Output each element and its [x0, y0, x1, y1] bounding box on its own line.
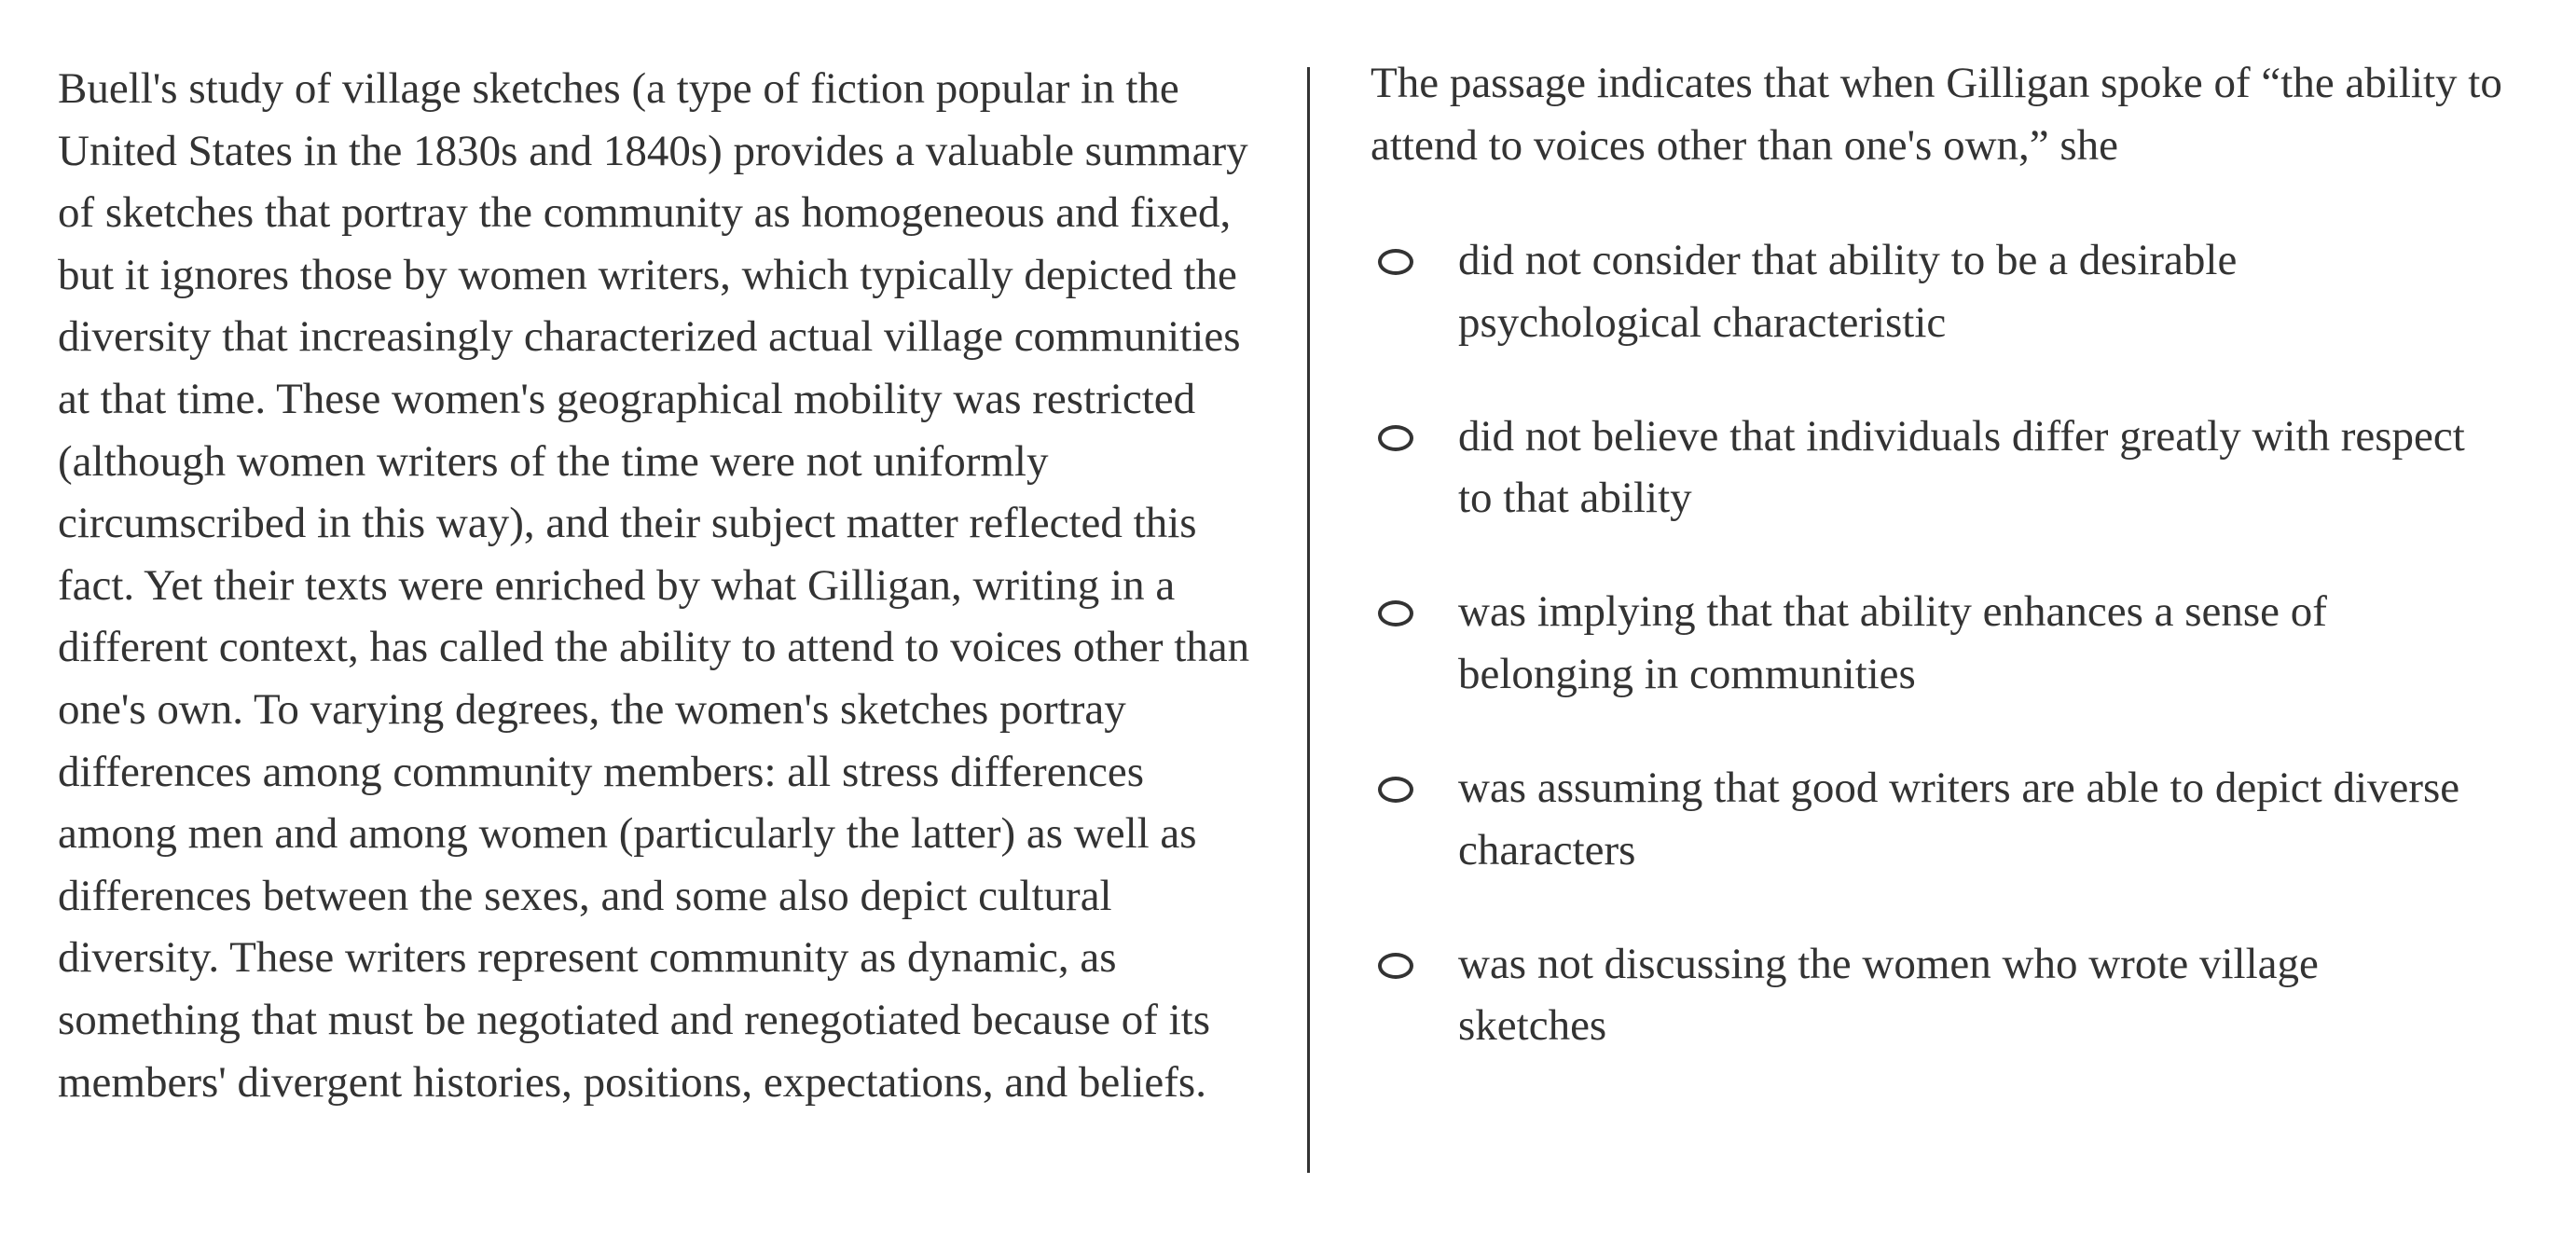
answer-options — [1371, 229, 2545, 1108]
radio-button-icon[interactable] — [1378, 953, 1413, 979]
answer-option-d[interactable] — [1371, 757, 2545, 933]
passage-pane — [58, 58, 1260, 1113]
answer-option-label: was implying that that ability enhances a sense of belonging in communities — [1458, 587, 2327, 698]
radio-button-icon[interactable] — [1378, 777, 1413, 803]
passage-text: Buell's study of village sketches (a type of fiction popular in the United States in the 1830s and 1840s) provides a valuable summary of sketches that portray the community as homogeneous and fixed, but it ignores those by women writers, which typically depicted the diversity that increasingly characterized actual village communities at that time. These women's geographical mobility was restricted (although women writers of the time were not uniformly circumscribed in this way), and their subject matter reflected this fact. Yet their texts were enriched by what Gilligan, writing in a different context, has called the ability to attend to voices other than one's own. To varying degrees, the women's sketches portray differences among community members: all stress differences among men and among women (particularly the latter) as well as differences between the sexes, and some also depict cultural diversity. These writers represent community as dynamic, as something that must be negotiated and renegotiated because of its members' divergent histories, positions, expectations, and beliefs. — [58, 64, 1250, 1107]
answer-option-e[interactable] — [1371, 933, 2545, 1109]
answer-option-label: was not discussing the women who wrote village sketches — [1458, 939, 2319, 1051]
answer-option-c[interactable] — [1371, 581, 2545, 757]
answer-option-label: was assuming that good writers are able to depict diverse characters — [1458, 764, 2460, 874]
answer-option-a[interactable] — [1371, 229, 2545, 406]
question-stem: The passage indicates that when Gilligan spoke of “the ability to attend to voices other than one's own,” she — [1371, 59, 2502, 170]
radio-button-icon[interactable] — [1378, 600, 1413, 626]
answer-option-label: did not believe that individuals differ greatly with respect to that ability — [1458, 411, 2465, 523]
radio-button-icon[interactable] — [1378, 249, 1413, 275]
pane-divider — [1307, 67, 1310, 1173]
radio-button-icon[interactable] — [1378, 425, 1413, 451]
answer-option-b[interactable] — [1371, 406, 2545, 582]
answer-option-label: did not consider that ability to be a desirable psychological characteristic — [1458, 236, 2238, 347]
question-pane — [1371, 52, 2545, 1051]
